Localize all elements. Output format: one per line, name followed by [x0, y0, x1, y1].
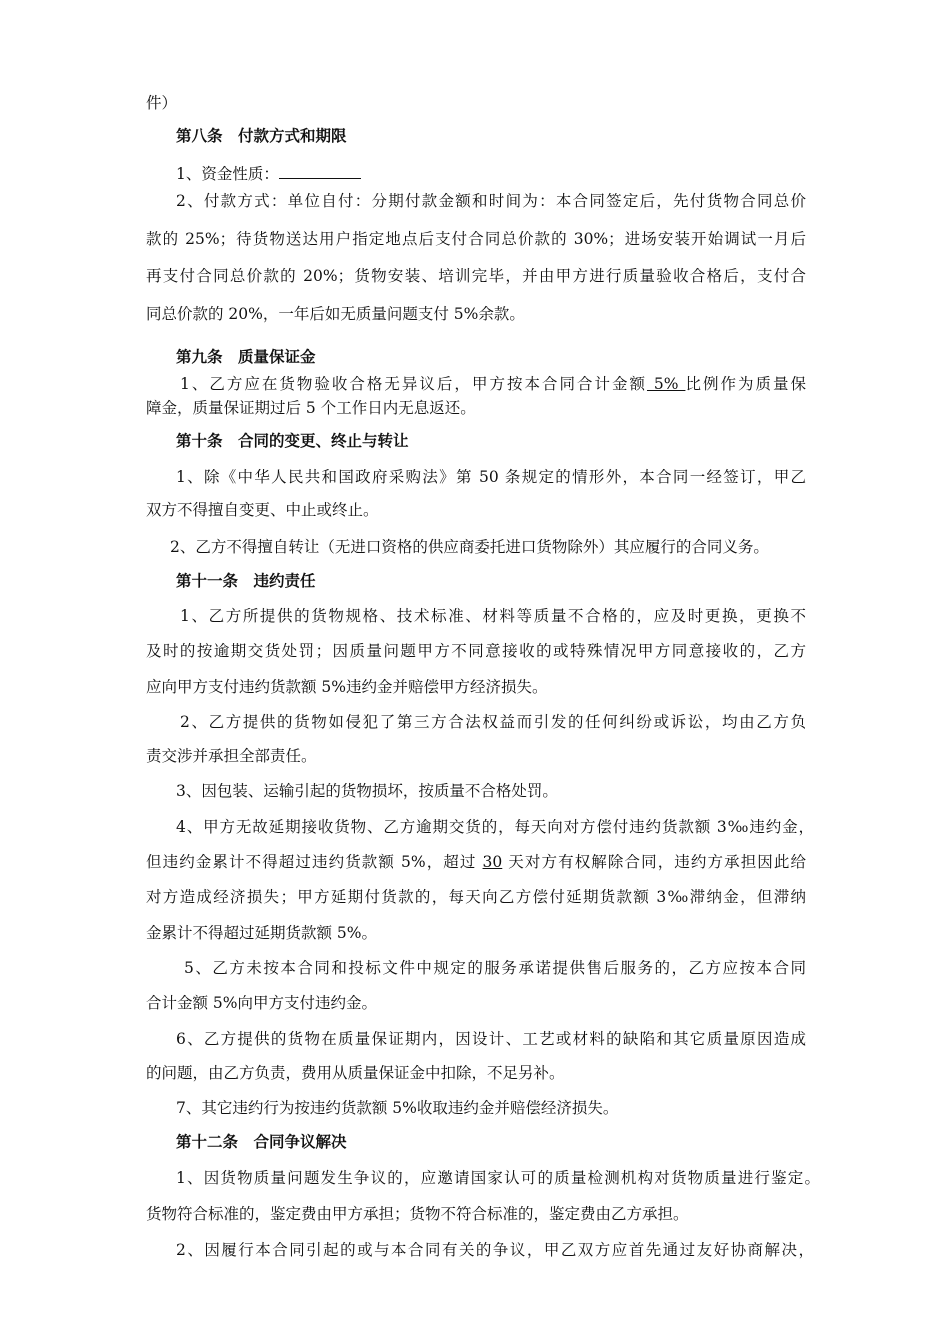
- warranty-line-1-pre: 1、乙方应在货物验收合格无异议后，甲方按本合同合计金额: [180, 375, 647, 393]
- change-line-2: 双方不得擅自变更、中止或终止。: [146, 501, 379, 519]
- fund-nature-line: [176, 164, 806, 184]
- payment-line-1: 2、付款方式：单位自付：分期付款金额和时间为：本合同签定后，先付货物合同总价: [176, 192, 806, 210]
- liability-4-days: 30: [482, 853, 503, 871]
- liability-4-line-2-pre: 但违约金累计不得超过违约货款额 5%，超过: [146, 853, 483, 871]
- warranty-rate: 5%: [646, 375, 686, 393]
- article-8-title: 第八条 付款方式和期限: [176, 126, 347, 145]
- liability-3: 3、因包装、运输引起的货物损坏，按质量不合格处罚。: [176, 782, 558, 800]
- dispute-2-line-1: 2、因履行本合同引起的或与本合同有关的争议，甲乙双方应首先通过友好协商解决，: [176, 1241, 814, 1259]
- liability-7: 7、其它违约行为按违约货款额 5%收取违约金并赔偿经济损失。: [176, 1099, 619, 1117]
- article-10-title: 第十条 合同的变更、终止与转让: [176, 431, 409, 450]
- liability-2-line-2: 责交涉并承担全部责任。: [146, 747, 317, 765]
- liability-1-line-3: 应向甲方支付违约货款额 5%违约金并赔偿甲方经济损失。: [146, 678, 548, 696]
- liability-1-line-2: 及时的按逾期交货处罚；因质量问题甲方不同意接收的或特殊情况甲方同意接收的，乙方: [146, 642, 806, 660]
- liability-1-line-1: 1、乙方所提供的货物规格、技术标准、材料等质量不合格的，应及时更换，更换不: [180, 607, 806, 625]
- liability-6-line-2: 的问题，由乙方负责，费用从质量保证金中扣除，不足另补。: [146, 1064, 565, 1082]
- fund-nature-label: 1、资金性质：: [176, 165, 279, 183]
- change-line-1: 1、除《中华人民共和国政府采购法》第 50 条规定的情形外，本合同一经签订，甲乙: [176, 468, 806, 486]
- liability-4-line-3: 对方造成经济损失；甲方延期付货款的，每天向乙方偿付延期货款额 3‰滞纳金，但滞纳: [146, 888, 806, 906]
- article-12-title: 第十二条 合同争议解决: [176, 1132, 347, 1151]
- liability-4-line-1: 4、甲方无故延期接收货物、乙方逾期交货的，每天向对方偿付违约货款额 3‰违约金，: [176, 818, 814, 836]
- change-line-3: 2、乙方不得擅自转让（无进口资格的供应商委托进口货物除外）其应履行的合同义务。: [170, 538, 769, 556]
- payment-line-3: 再支付合同总价款的 20%；货物安装、培训完毕，并由甲方进行质量验收合格后，支付合: [146, 267, 806, 285]
- payment-line-2: 款的 25%；待货物送达用户指定地点后支付合同总价款的 30%；进场安装开始调试一月后: [146, 230, 806, 248]
- article-9-title: 第九条 质量保证金: [176, 347, 316, 366]
- liability-5-line-1: 5、乙方未按本合同和投标文件中规定的服务承诺提供售后服务的，乙方应按本合同: [184, 959, 806, 977]
- continued-text: 件）: [146, 94, 178, 112]
- liability-4-line-2: [146, 852, 806, 872]
- warranty-line-1: [180, 374, 806, 394]
- liability-5-line-2: 合计金额 5%向甲方支付违约金。: [146, 994, 378, 1012]
- article-11-title: 第十一条 违约责任: [176, 571, 316, 590]
- dispute-1-line-1: 1、因货物质量问题发生争议的，应邀请国家认可的质量检测机构对货物质量进行鉴定。: [176, 1169, 820, 1187]
- dispute-1-line-2: 货物符合标准的，鉴定费由甲方承担；货物不符合标准的，鉴定费由乙方承担。: [146, 1205, 689, 1223]
- fund-nature-blank: [279, 164, 361, 179]
- liability-6-line-1: 6、乙方提供的货物在质量保证期内，因设计、工艺或材料的缺陷和其它质量原因造成: [176, 1030, 806, 1048]
- warranty-line-1-post: 比例作为质量保: [685, 375, 806, 393]
- liability-4-line-2-post: 天对方有权解除合同，违约方承担因此给: [502, 853, 806, 871]
- liability-2-line-1: 2、乙方提供的货物如侵犯了第三方合法权益而引发的任何纠纷或诉讼，均由乙方负: [180, 713, 806, 731]
- warranty-line-2: 障金，质量保证期过后 5 个工作日内无息返还。: [146, 399, 476, 417]
- liability-4-line-4: 金累计不得超过延期货款额 5%。: [146, 924, 378, 942]
- payment-line-4: 同总价款的 20%，一年后如无质量问题支付 5%余款。: [146, 305, 525, 323]
